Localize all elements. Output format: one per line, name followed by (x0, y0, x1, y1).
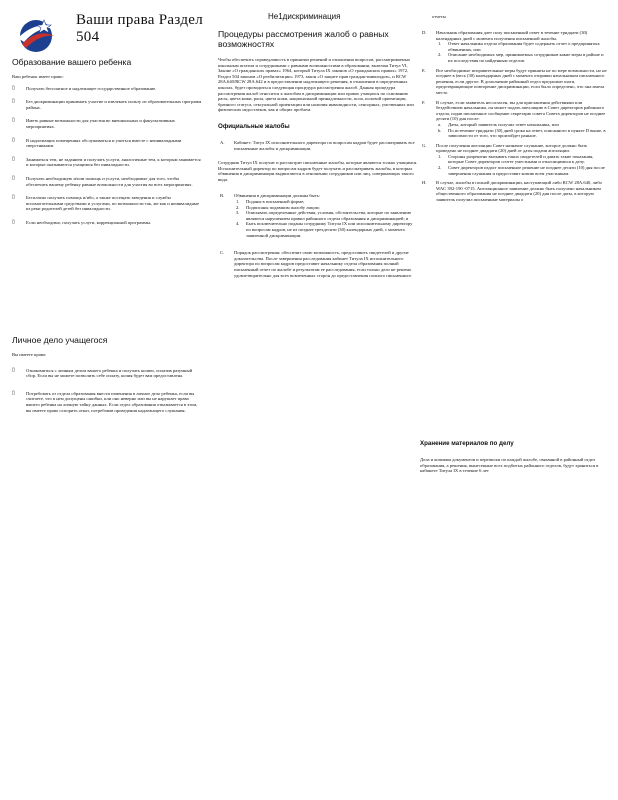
item-d: D. Начальник образования дает полу письменный ответ в течение тридцати (30) календарных дней с момента получения письменной жалобы. (422, 30, 588, 41)
col3-top-text: отчеты (432, 14, 446, 19)
student-file-list (12, 368, 202, 414)
education-heading: Образование вашего ребенка (12, 57, 132, 67)
list-item: 1. Стороны разрешено вызывать таких свидетелей и давать такие показания, которые Совет директоров сочтет уместными и относящимися к делу. (438, 153, 594, 165)
list-item: 2. Описание необходимых мер, принимаемых сотрудников какие меры в районе и их последствия по найденным отделов. (438, 52, 604, 63)
list-item: ▯ Если необходимо, получать услуги, коррекционной программы. (12, 219, 152, 225)
procedures-heading: Процедуры рассмотрения жалоб о равных возможностях (218, 29, 389, 49)
list-item: 1. Поданы в письменной форме; (236, 199, 305, 205)
item-g-sublist (420, 154, 608, 176)
item-h: H. В случае, жалобы в полной дискриминации, наступающий либо RCW 28A.640, либо WAC 392-190 -0715. Апелляционное заявление должно быть получено начальником общественного образования не позднее двадцати (20) дня после даты, в которую заявитель получил письменные материалы о (422, 180, 602, 203)
item-b: B. Обвинения в дискриминации должны быть: (220, 192, 321, 198)
procedures-intro: Чтобы обеспечить справедливость в принятии решений и отношении вопросов, рассматриваемых школьным штатом и сотрудниками с равными возможностями в образовании, включая Титул VI, Законе «О гражданских правах» 1964, который Титула IX законов «О гражданских правах» 1972, Раздел 504 законов «О реабилитации» 1973, закон «О защите прав граждан-инвалидов», и RCW 28A.640/RCW 28A.642 и в предоставлении надлежащего решения, в отношении в определенных школах, будет проводиться следующая процедура рассмотрения жалоб. Данная процедура рассмотрения жалоб относится к жалобам в дискриминации или правах учащихся по основанию расы, цвета кожи, расы, цвета кожи, национальной принадлежности, пола, половой ориентации, брачного статуса, сексуальной ориентации или наличия инвалидности, сенсорных, умственных или физических недостатков, как и общих проблем. (218, 57, 414, 113)
list-item: ▯ Потребовать от отдела образования внести изменения в личное дело ребенка, если вы считаете, что в нем допущены ошибки, или оно неверно или вы не нарушает права вашего ребенка на личную тайну данных. Если отдел образования отказывается в этом, вы имеете право оспорить отказ, потребовав проведения надлежащего слушания. (12, 390, 198, 413)
list-item: ▯ В надлежащих помещениях обслуживаться и учиться вместе с неинвалидными сверстниками. (12, 137, 182, 149)
list-item: a. Даты, который заявитель получил ответ начальника, или (438, 121, 559, 127)
paragraph-2: Сотрудник Титул IX получит и рассмотрит письменные жалобы, которые являются только учащимся. Исполнительный директор по вопросам кадров будет получать и рассматривать жалобы, в которых обвинения в дискриминации выдвигаются в отношении сотрудников или лиц, совершающих такого вида. (218, 160, 418, 182)
list-item: 2. Совет директоров издаст письменное решение не позднее десяти (10) дня после завершения слушания и предоставит копию всем участникам. (438, 165, 605, 176)
item-a: A. Кабинет: Титул IX исполнительного директора по вопросам кадров будет рассматривать все письменные жалобы и дискриминации. (220, 139, 415, 151)
item-b-sublist (218, 199, 418, 238)
list-item: 3. Описывать определенные действия, условия, обстоятельства, которые по заявлению являются нарушением правил районного отдела образования и дискриминацией; и (236, 210, 412, 221)
storage-years-unit: лет (482, 468, 489, 474)
list-item: 2. Подписаны подавшим жалобу лицом; (236, 204, 320, 210)
storage-heading: Хранение материалов по делу (420, 440, 514, 447)
education-list (12, 86, 202, 226)
list-item: ▯ Получать бесплатное и надлежащее государственное образование. (12, 85, 157, 91)
list-item: ▯ Бесплатно получать помощь и/ибо, а также посещать заведения и службы вспомогательными средствами и услугами, по возможности так, же как и неинвалидные из реки родителей детей без инвалидности. (12, 195, 200, 212)
list-item: ▯ Заниматься тем, не заданием и получать услуги, аналогичные тем, к которым занимается и которые оказываются учащимся без инвалидности. (12, 156, 201, 168)
storage-text: Дела и копиями документов и переписки по каждой жалобе, связанной в районный отдел образования, а решения, вынесенные всех подбитых районного отделов, будут храниться в кабинете Титула IX в течение 6 лет (420, 457, 599, 474)
list-item: ▯ Получать необходимую и/или помощь и услуги, необходимые для того, чтобы обеспечить вашему ребенку равные возможности для участия во всех мероприятиях. (12, 175, 193, 187)
item-c: C. Порядок рассмотрения: обеспечит свою возможность, предоставить свидетелей и другие доказательства. После завершения расследования кабинет Титула IX исполнительного директора по вопросам кадров предоставит начальнику отдела образования полный письменный отчет по жалобе и результатам ее расследования, если только дело не решено удовлетворительно для всех вовлеченных сторон до предоставления полного письменного (220, 250, 412, 278)
storage-years-number: 6 (479, 468, 482, 474)
item-e: E. Все необходимые исправительные меры будут приняты не по мере возможности, но не позднее в (весь (30) календарных дней с момента отправки начальником письменного решения, если другое. В дополнение районный отдел предложит шаги, предотвращающие повторение дискриминации, если было определено, что она имела место. (422, 67, 607, 95)
list-item: 1. Ответ начальника отдела образования будет содержать отчет о предпринятых обвинениях, или (438, 41, 600, 52)
education-intro: Ваш ребенок имеет право: (12, 74, 64, 79)
list-item: ▯ Ознакомиться с личным делом вашего ребенка и получать копию, оплатив разумный сбор. Если вы не можете позволить себе оплату, копия будет вам предоставлена. (12, 367, 193, 379)
item-f-sublist (420, 122, 608, 139)
student-file-intro: Вы имеете право: (12, 352, 47, 357)
list-item: 4. Быть исключительно поданы сотруднику Титула IX или исполнительному директору по вопросам кадров, не из позднее трехдесяти (30) календарных дней, с момента заявленной дискриминации. (236, 221, 413, 238)
center-title: Не1дискриминация (268, 12, 341, 21)
list-item: ▯ Без дискриминации принимать участие и извлекать пользу из образовательных программ района. (12, 99, 202, 110)
complaints-heading: Официальные жалобы (218, 122, 290, 130)
item-d-sublist (420, 41, 608, 63)
list-item: b. По истечение тридцати (30) дней срока на ответ, описанного в пункте D выше, в зависимости от того, что произойдет раньше. (438, 127, 606, 139)
student-file-heading: Личное дело учащегося (12, 335, 108, 345)
item-g: G. После получения апелляции Совет назначит слушание, которое должно быть проведено не позднее двадцати (20) дней от даты подачи апелляции. (422, 142, 588, 154)
page-title: Ваши права Раздел 504 (76, 12, 203, 45)
list-item: ▯ Иметь равные возможности для участия во внешкольных и факультативных мероприятиях. (12, 118, 175, 129)
item-f: F. В случае, если заявитель несогласен, вы для приглашения действиями или бездействием начальника, он может подать апелляцию в Совет директоров районного отдела, подав письменное сообщение секретарю совета Совета директоров не позднее десяти (10) дня после: (422, 99, 606, 122)
district-logo (14, 14, 58, 54)
